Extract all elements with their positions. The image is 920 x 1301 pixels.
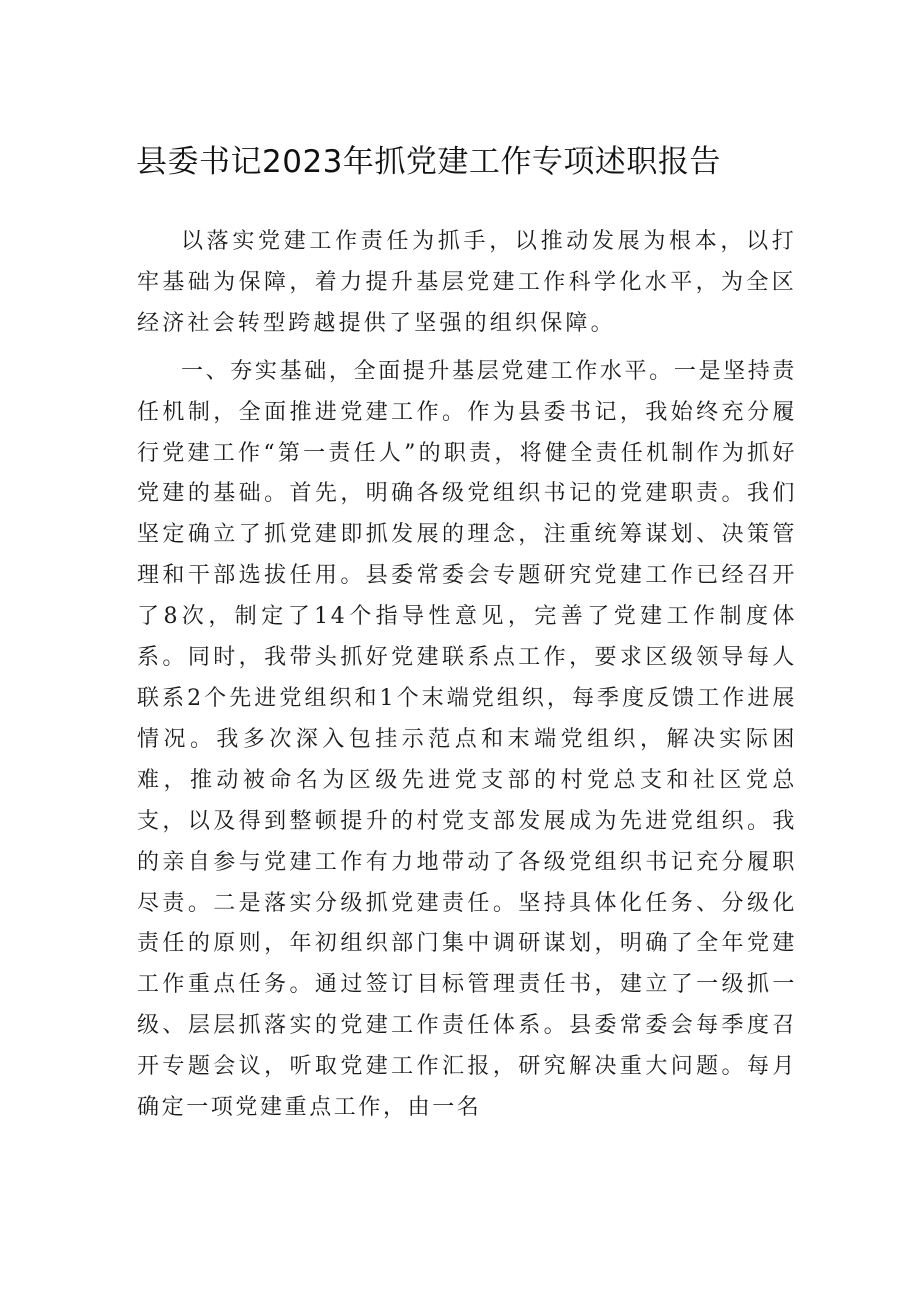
paragraph-intro: 以落实党建工作责任为抓手，以推动发展为根本，以打牢基础为保障，着力提升基层党建工作科学化水平，为全区经济社会转型跨越提供了坚强的组织保障。 (137, 229, 797, 336)
document-body (137, 222, 797, 1129)
paragraph-section-one: 一、夯实基础，全面提升基层党建工作水平。一是坚持责任机制，全面推进党建工作。作为县委书记，我始终充分履行党建工作“第一责任人”的职责，将健全责任机制作为抓好党建的基础。首先，明确各级党组织书记的党建职责。我们坚定确立了抓党建即抓发展的理念，注重统筹谋划、决策管理和干部选拔任用。县委常委会专题研究党建工作已经召开了8次，制定了14个指导性意见，完善了党建工作制度体系。同时，我带头抓好党建联系点工作，要求区级领导每人联系2个先进党组织和1个末端党组织，每季度反馈工作进展情况。我多次深入包挂示范点和末端党组织，解决实际困难，推动被命名为区级先进党支部的村党总支和社区党总支，以及得到整顿提升的村党支部发展成为先进党组织。我的亲自参与党建工作有力地带动了各级党组织书记充分履职尽责。二是落实分级抓党建责任。坚持具体化任务、分级化责任的原则，年初组织部门集中调研谋划，明确了全年党建工作重点任务。通过签订目标管理责任书，建立了一级抓一级、层层抓落实的党建工作责任体系。县委常委会每季度召开专题会议，听取党建工作汇报，研究解决重大问题。每月确定一项党建重点工作，由一名 (137, 358, 797, 1121)
document-title: 县委书记2023年抓党建工作专项述职报告 (136, 144, 721, 180)
